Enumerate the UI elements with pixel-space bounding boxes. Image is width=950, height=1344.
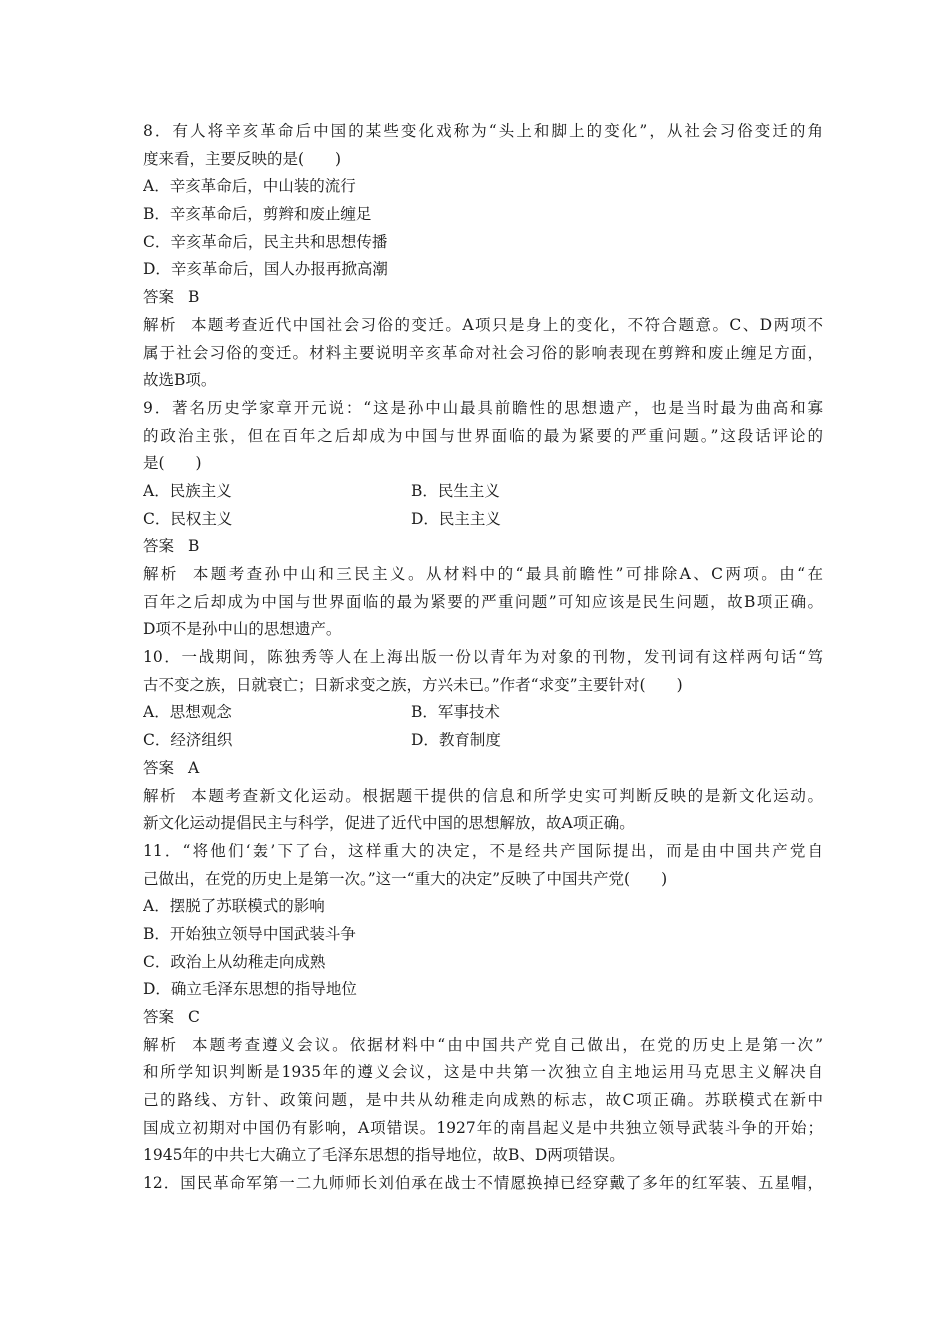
option-d: D．教育制度: [411, 731, 501, 750]
analysis-text: 本题考查近代中国社会习俗的变迁。A项只是身上的变化，不符合题意。C、D两项不: [190, 315, 823, 334]
analysis-text: 本题考查遵义会议。依据材料中“由中国共产党自己做出，在党的历史上是第一次”: [192, 1035, 823, 1054]
option-b: B．开始独立领导中国武装斗争: [143, 924, 356, 943]
answer-line: [143, 1004, 823, 1032]
analysis-line: 属于社会习俗的变迁。材料主要说明辛亥革命对社会习俗的影响表现在剪辫和废止缠足方面，: [143, 343, 823, 362]
question-10: [143, 644, 823, 838]
analysis-line: 己的路线、方针、政策问题，是中共从幼稚走向成熟的标志，故C项正确。苏联模式在新中: [143, 1091, 823, 1110]
analysis-line: 国成立初期对中国仍有影响，A项错误。1927年的南昌起义是中共独立领导武装斗争的开始；: [143, 1118, 823, 1137]
answer-line: [143, 755, 823, 783]
answer-value: B: [188, 288, 200, 307]
question-stem-line: 的政治主张，但在百年之后却成为中国与世界面临的最为紧要的严重问题。”这段话评论的: [143, 426, 823, 445]
question-stem-line: 9．著名历史学家章开元说：“这是孙中山最具前瞻性的思想遗产，也是当时最为曲高和寡: [143, 398, 823, 417]
option-a: A．辛亥革命后，中山装的流行: [143, 177, 356, 196]
question-stem-line: 8．有人将辛亥革命后中国的某些变化戏称为“头上和脚上的变化”，从社会习俗变迁的角: [143, 122, 823, 140]
analysis-line: 故选B项。: [143, 371, 217, 390]
option-a: A．思想观念: [143, 703, 232, 722]
question-12: [143, 1170, 823, 1198]
option-c: C．经济组织: [143, 731, 233, 750]
analysis-line: 新文化运动提倡民主与科学，促进了近代中国的思想解放，故A项正确。: [143, 814, 635, 833]
answer-line: [143, 533, 823, 561]
document-page: [143, 118, 823, 1198]
answer-line: [143, 284, 823, 312]
option-d: D．民主主义: [411, 509, 501, 528]
analysis-line: [143, 783, 823, 811]
analysis-label: 解析: [143, 315, 177, 334]
analysis-label: 解析: [143, 565, 179, 583]
option-row: [143, 506, 823, 534]
option-c: C．辛亥革命后，民主共和思想传播: [143, 232, 388, 251]
option-c: C．政治上从幼稚走向成熟: [143, 952, 326, 971]
answer-label: 答案: [143, 1008, 175, 1026]
question-8: [143, 118, 823, 395]
analysis-label: 解析: [143, 786, 178, 805]
analysis-text: 本题考查孙中山和三民主义。从材料中的“最具前瞻性”可排除A、C两项。由“在: [192, 565, 823, 583]
option-c: C．民权主义: [143, 509, 233, 528]
answer-value: B: [188, 537, 200, 556]
option-a: A．民族主义: [143, 481, 232, 500]
question-stem-line: 是( ): [143, 454, 202, 473]
question-stem-line: 10．一战期间，陈独秀等人在上海出版一份以青年为对象的刊物，发刊词有这样两句话“笃: [143, 648, 823, 667]
answer-value: C: [188, 1008, 200, 1026]
analysis-label: 解析: [143, 1035, 179, 1054]
option-row: [143, 478, 823, 506]
option-b: B．军事技术: [411, 703, 500, 722]
answer-value: A: [188, 758, 200, 777]
analysis-line: 和所学知识判断是1935年的遵义会议，这是中共第一次独立自主地运用马克思主义解决自: [143, 1063, 823, 1082]
analysis-line: [143, 312, 823, 340]
option-d: D．确立毛泽东思想的指导地位: [143, 980, 357, 999]
question-stem-line: 己做出，在党的历史上是第一次。”这一“重大的决定”反映了中国共产党( ): [143, 869, 668, 888]
option-row: [143, 727, 823, 755]
question-9: [143, 395, 823, 644]
question-11: [143, 838, 823, 1170]
answer-label: 答案: [143, 537, 175, 556]
option-a: A．摆脱了苏联模式的影响: [143, 897, 325, 916]
question-stem-line: 古不变之族，日就衰亡；日新求变之族，方兴未已。”作者“求变”主要针对( ): [143, 675, 683, 694]
option-b: B．辛亥革命后，剪辫和废止缠足: [143, 205, 372, 224]
option-row: [143, 699, 823, 727]
question-stem-line: 12．国民革命军第一二九师师长刘伯承在战士不情愿换掉已经穿戴了多年的红军装、五星帽，: [143, 1174, 823, 1193]
answer-label: 答案: [143, 758, 175, 777]
analysis-line: [143, 561, 823, 589]
option-d: D．辛亥革命后，国人办报再掀高潮: [143, 260, 388, 279]
option-b: B．民生主义: [411, 481, 500, 500]
analysis-line: [143, 1032, 823, 1060]
answer-label: 答案: [143, 288, 175, 307]
question-stem-line: 度来看，主要反映的是( ): [143, 149, 342, 168]
analysis-line: 百年之后却成为中国与世界面临的最为紧要的严重问题”可知应该是民生问题，故B项正确。: [143, 592, 823, 611]
question-stem-line: 11．“将他们‘轰’下了台，这样重大的决定，不是经共产国际提出，而是由中国共产党自: [143, 841, 823, 860]
analysis-line: 1945年的中共七大确立了毛泽东思想的指导地位，故B、D两项错误。: [143, 1146, 625, 1165]
analysis-line: D项不是孙中山的思想遗产。: [143, 620, 342, 639]
analysis-text: 本题考查新文化运动。根据题干提供的信息和所学史实可判断反映的是新文化运动。: [191, 786, 823, 805]
